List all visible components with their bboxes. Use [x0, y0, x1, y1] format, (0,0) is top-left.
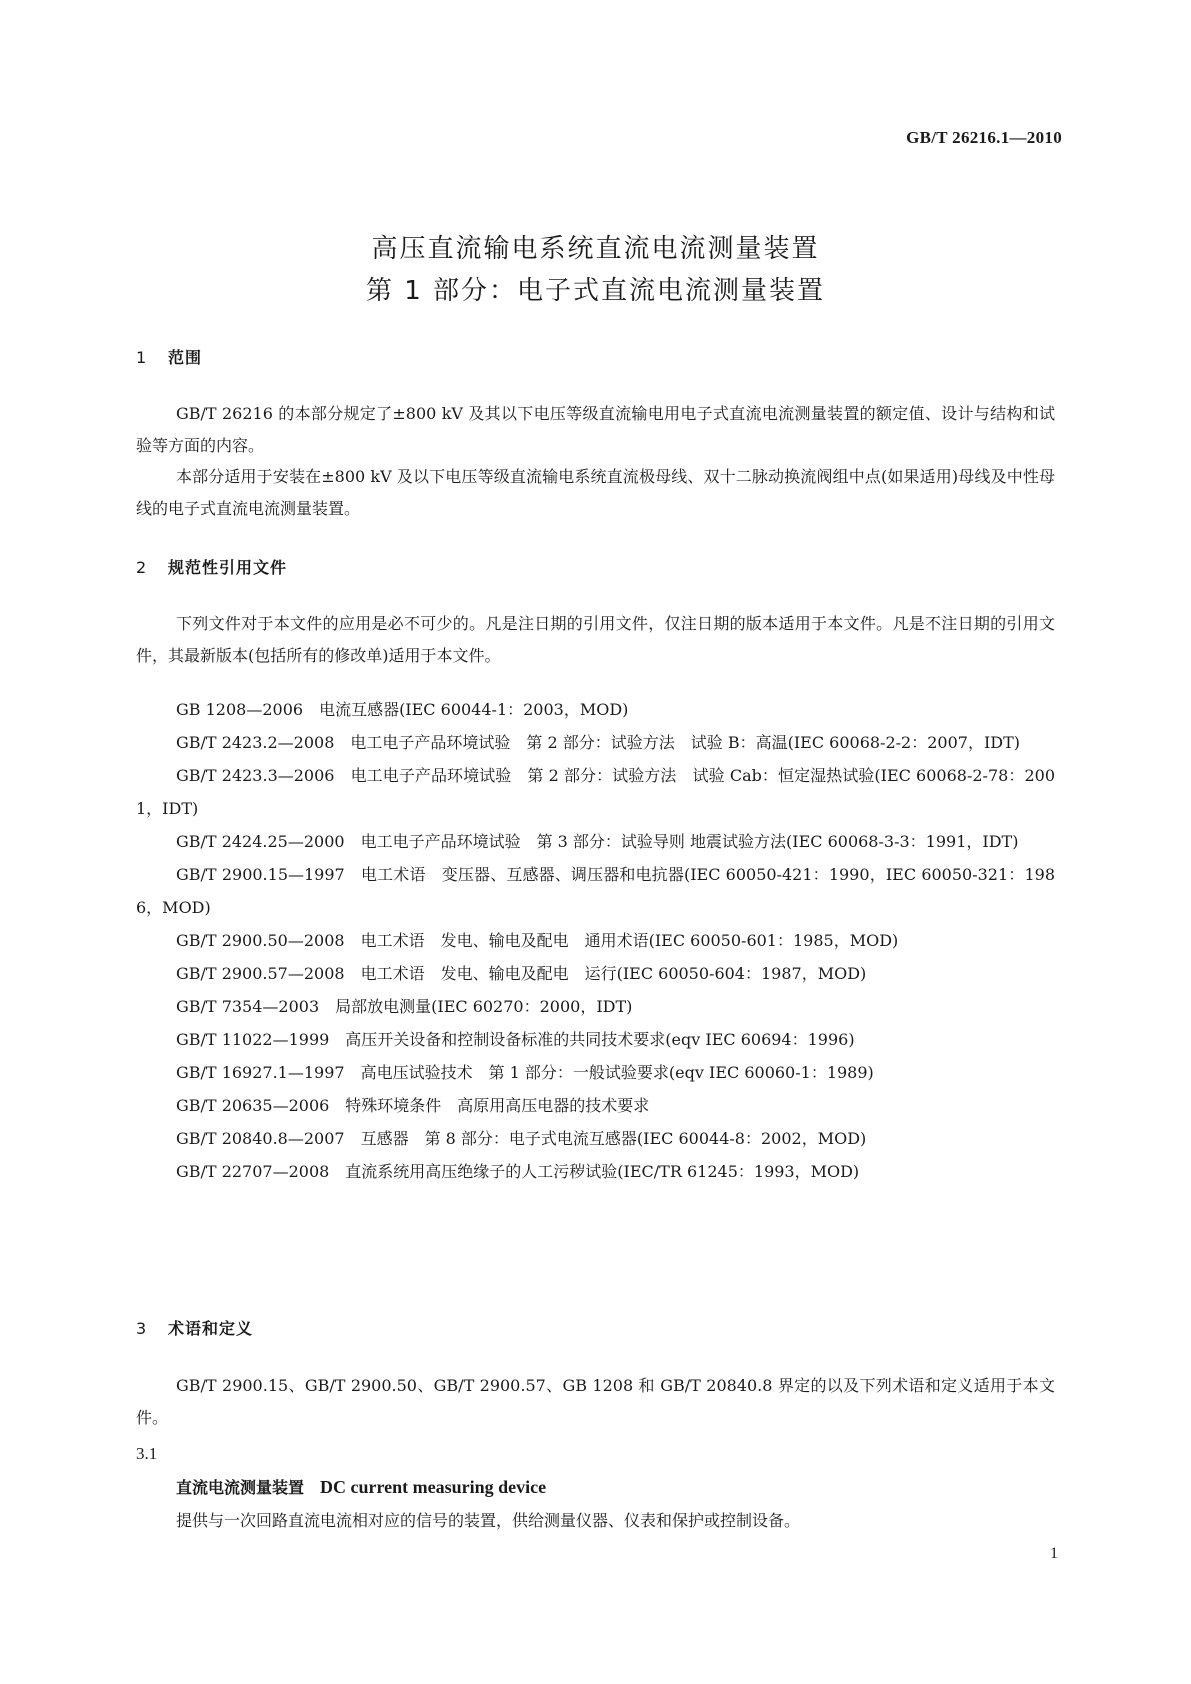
- term-definition: 提供与一次回路直流电流相对应的信号的装置，供给测量仪器、仪表和保护或控制设备。: [176, 1511, 801, 1530]
- section-1-paragraph-1: GB/T 26216 的本部分规定了±800 kV 及其以下电压等级直流输电用电子式直流电流测量装置的额定值、设计与结构和试验等方面的内容。: [136, 404, 1055, 455]
- term-chinese: 直流电流测量装置: [176, 1478, 305, 1497]
- reference-item: GB/T 2900.50—2008 电工术语 发电、输电及配电 通用术语(IEC 60050-601：1985，MOD): [176, 931, 899, 950]
- section-3-title: 术语和定义: [168, 1319, 254, 1338]
- section-2-number: 2: [136, 558, 148, 577]
- reference-item: GB/T 22707—2008 直流系统用高压绝缘子的人工污秽试验(IEC/TR 61245：1993，MOD): [176, 1162, 860, 1181]
- reference-item: GB/T 7354—2003 局部放电测量(IEC 60270：2000，IDT): [176, 997, 633, 1016]
- title-line-2: 第 1 部分：电子式直流电流测量装置: [365, 276, 826, 306]
- reference-item: GB/T 2423.3—2006 电工电子产品环境试验 第 2 部分：试验方法 试验 Cab：恒定湿热试验(IEC 60068-2-78：2001，IDT): [136, 766, 1055, 818]
- reference-item: GB/T 11022—1999 高压开关设备和控制设备标准的共同技术要求(eqv IEC 60694：1996): [176, 1030, 855, 1049]
- reference-item: GB/T 16927.1—1997 高电压试验技术 第 1 部分：一般试验要求(eqv IEC 60060-1：1989): [176, 1063, 874, 1082]
- reference-list: [136, 693, 1055, 1188]
- section-2-heading: [136, 555, 287, 578]
- term-english: DC current measuring device: [320, 1477, 547, 1497]
- document-title: [0, 228, 1191, 312]
- reference-item: GB 1208—2006 电流互感器(IEC 60044-1：2003，MOD): [176, 700, 629, 719]
- subsection-number: 3.1: [136, 1444, 158, 1463]
- section-2-intro: 下列文件对于本文件的应用是必不可少的。凡是注日期的引用文件，仅注日期的版本适用于本文件。凡是不注日期的引用文件，其最新版本(包括所有的修改单)适用于本文件。: [136, 614, 1055, 665]
- section-3-number: 3: [136, 1319, 148, 1338]
- standard-code: GB/T 26216.1—2010: [906, 128, 1062, 147]
- reference-item: GB/T 2424.25—2000 电工电子产品环境试验 第 3 部分：试验导则 地震试验方法(IEC 60068-3-3：1991，IDT): [176, 832, 1019, 851]
- section-3-heading: [136, 1316, 253, 1339]
- reference-item: GB/T 20840.8—2007 互感器 第 8 部分：电子式电流互感器(IEC 60044-8：2002，MOD): [176, 1129, 867, 1148]
- page-number: 1: [1050, 1545, 1058, 1562]
- section-1-number: 1: [136, 348, 148, 367]
- reference-item: GB/T 2900.15—1997 电工术语 变压器、互感器、调压器和电抗器(IEC 60050-421：1990，IEC 60050-321：1986，MOD): [136, 865, 1055, 917]
- section-3-intro: GB/T 2900.15、GB/T 2900.50、GB/T 2900.57、GB 1208 和 GB/T 20840.8 界定的以及下列术语和定义适用于本文件。: [136, 1376, 1055, 1427]
- reference-item: GB/T 2423.2—2008 电工电子产品环境试验 第 2 部分：试验方法 试验 B：高温(IEC 60068-2-2：2007，IDT): [176, 733, 1021, 752]
- section-1-title: 范围: [168, 348, 203, 367]
- section-1-paragraph-2: 本部分适用于安装在±800 kV 及以下电压等级直流输电系统直流极母线、双十二脉动换流阀组中点(如果适用)母线及中性母线的电子式直流电流测量装置。: [136, 467, 1055, 518]
- section-1-heading: [136, 345, 202, 368]
- title-line-1: 高压直流输电系统直流电流测量装置: [371, 234, 820, 264]
- reference-item: GB/T 20635—2006 特殊环境条件 高原用高压电器的技术要求: [176, 1096, 650, 1115]
- reference-item: GB/T 2900.57—2008 电工术语 发电、输电及配电 运行(IEC 60050-604：1987，MOD): [176, 964, 867, 983]
- section-2-title: 规范性引用文件: [168, 558, 288, 577]
- term-entry: [176, 1475, 546, 1498]
